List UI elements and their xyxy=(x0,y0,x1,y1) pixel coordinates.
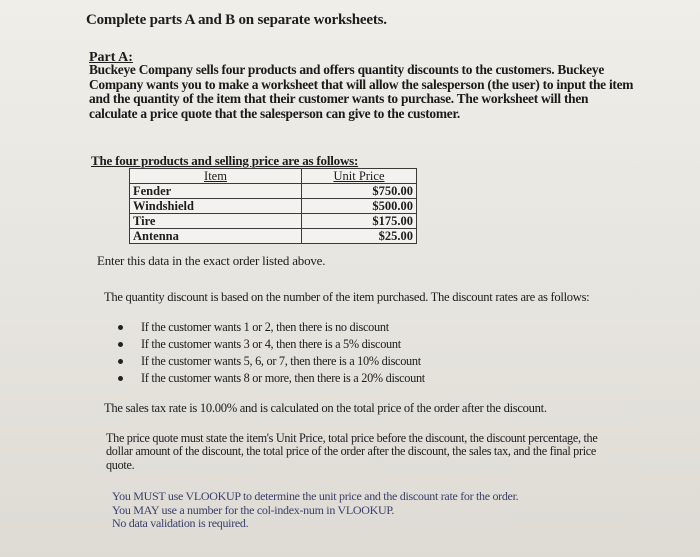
table-row xyxy=(130,199,417,214)
discount-rules-list xyxy=(116,319,425,387)
requirement-line: You MAY use a number for the col-index-num in VLOOKUP. xyxy=(112,502,395,517)
table-row xyxy=(130,184,417,199)
list-item: If the customer wants 1 or 2, then there is no discount xyxy=(116,319,425,336)
discount-intro: The quantity discount is based on the number of the item purchased. The discount rates are as follows: xyxy=(104,290,590,304)
list-item: If the customer wants 3 or 4, then there is a 5% discount xyxy=(116,336,425,353)
unit-price-cell: $25.00 xyxy=(302,229,417,244)
requirement-line: You MUST use VLOOKUP to determine the unit price and the discount rate for the order. xyxy=(112,489,519,503)
item-cell: Tire xyxy=(130,214,302,229)
item-cell: Windshield xyxy=(130,199,302,214)
assignment-heading: Complete parts A and B on separate worksheets. xyxy=(86,12,387,28)
product-price-table xyxy=(129,168,417,244)
order-note: Enter this data in the exact order listed above. xyxy=(97,253,326,268)
list-item: If the customer wants 5, 6, or 7, then there is a 10% discount xyxy=(116,353,425,370)
part-a-intro-paragraph: Buckeye Company sells four products and offers quantity discounts to the customers. Buckeye Company wants you to make a worksheet that will allow the salesperson (the user) to input the item and the quantity of the item that their customer wants to purchase. The worksheet will then calculate a price quote that the salesperson can give to the customer. xyxy=(89,62,634,121)
table-row xyxy=(130,214,417,229)
table-header-row xyxy=(130,169,417,184)
unit-price-cell: $750.00 xyxy=(302,184,417,199)
unit-price-cell: $175.00 xyxy=(302,214,417,229)
unit-price-cell: $500.00 xyxy=(302,199,417,214)
part-a-title: Part A: xyxy=(89,50,133,65)
column-header-unit-price: Unit Price xyxy=(302,169,417,184)
table-row xyxy=(130,229,417,244)
column-header-item: Item xyxy=(130,169,302,184)
item-cell: Antenna xyxy=(130,229,302,244)
requirement-line: No data validation is required. xyxy=(112,516,249,530)
sales-tax-note: The sales tax rate is 10.00% and is calculated on the total price of the order after the discount. xyxy=(104,401,547,415)
requirements-notes xyxy=(112,490,592,531)
list-item: If the customer wants 8 or more, then there is a 20% discount xyxy=(116,370,425,387)
item-cell: Fender xyxy=(130,184,302,199)
price-quote-note: The price quote must state the item's Unit Price, total price before the discount, the discount percentage, the dollar amount of the discount, the total price of the order after the discount, the sales tax, and the final price quote. xyxy=(106,431,598,472)
products-intro: The four products and selling price are as follows: xyxy=(91,153,359,168)
